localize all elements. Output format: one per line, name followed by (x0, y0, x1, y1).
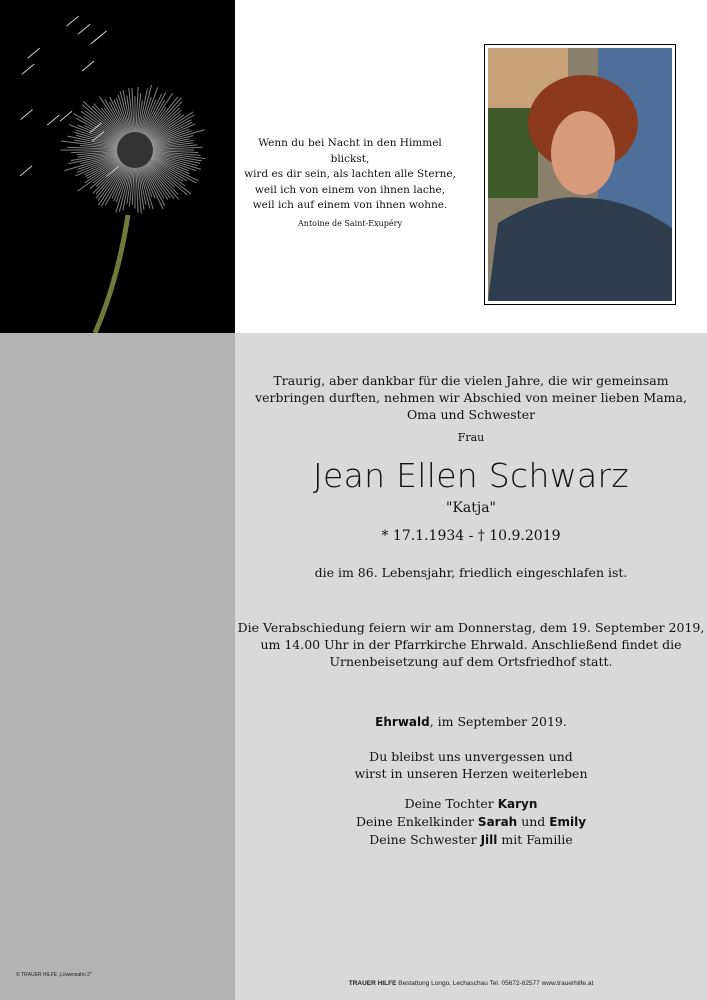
remembrance-line: Du bleibst uns unvergessen und (369, 749, 573, 764)
footer-text: Bestattung Longo, Lechaschau Tel. 05672-62577 www.trauerhilfe.at (396, 980, 594, 987)
left-sidebar (0, 333, 235, 1000)
ceremony-line: Urnenbeisetzung auf dem Ortsfriedhof statt. (329, 654, 613, 669)
intro-line: verbringen durften, nehmen wir Abschied von meiner lieben Mama, (255, 390, 687, 405)
portrait-photo (484, 44, 676, 305)
nickname: "Katja" (446, 500, 496, 516)
date-text: , im September 2019. (429, 714, 567, 729)
remembrance-line: wirst in unseren Herzen weiterleben (354, 766, 588, 781)
ceremony-line: um 14.00 Uhr in der Pfarrkirche Ehrwald. Anschließend findet die (260, 637, 682, 652)
quote-line: weil ich auf einem von ihnen wohne. (252, 199, 448, 211)
quote-line: wird es dir sein, als lachten alle Sterne, (244, 168, 456, 180)
family-grandchildren: Deine Enkelkinder Sarah und Emily (355, 814, 587, 829)
footer-brand: TRAUER HILFE (348, 980, 397, 987)
family-daughter: Deine Tochter Karyn (404, 796, 538, 811)
copyright: © TRAUER HILFE „Löwenzahn 2" (16, 972, 92, 978)
intro-line: Traurig, aber dankbar für die vielen Jahre, die wir gemeinsam (273, 373, 669, 388)
dandelion-image (0, 0, 235, 333)
ceremony-text (235, 619, 707, 670)
quote-author: Antoine de Saint-Exupéry (298, 218, 402, 228)
family-list (235, 795, 707, 849)
place-date (235, 713, 707, 731)
intro-line: Oma und Schwester (406, 407, 536, 422)
life-dates: * 17.1.1934 - † 10.9.2019 (381, 528, 561, 544)
quote-line: Wenn du bei Nacht in den Himmel blickst, (258, 137, 442, 165)
intro-text (235, 372, 707, 423)
ceremony-line: Die Verabschiedung feiern wir am Donnerstag, dem 19. September 2019, (237, 620, 705, 635)
place: Ehrwald (375, 715, 430, 729)
footer (235, 980, 707, 987)
salutation: Frau (457, 431, 485, 444)
remembrance (235, 748, 707, 782)
family-sister: Deine Schwester Jill mit Familie (369, 832, 573, 847)
quote (240, 136, 460, 230)
deceased-name: Jean Ellen Schwarz (312, 456, 630, 495)
quote-line: weil ich von einem von ihnen lache, (254, 183, 446, 196)
age-line: die im 86. Lebensjahr, friedlich eingeschlafen ist. (314, 565, 628, 580)
